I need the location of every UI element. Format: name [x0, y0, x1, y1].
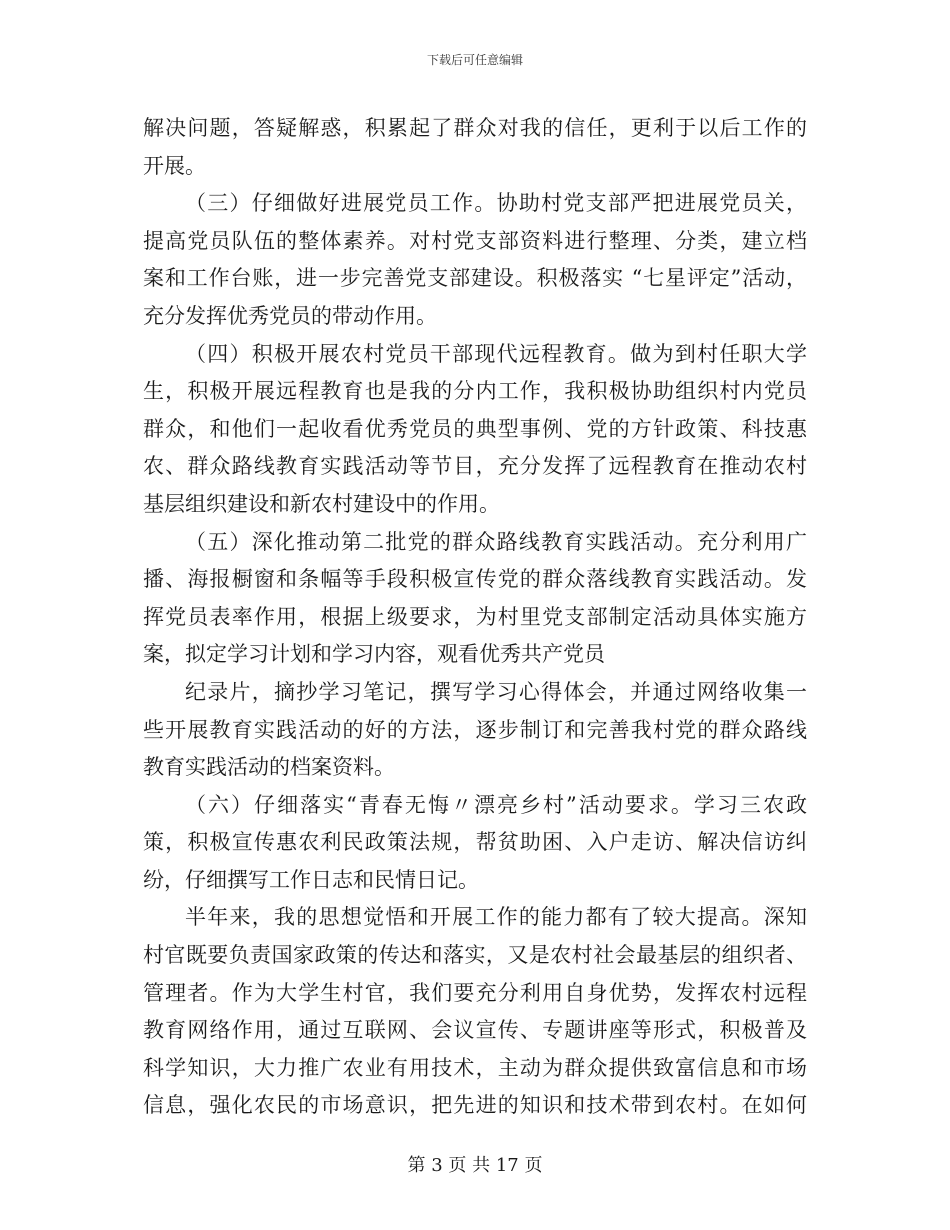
text-line: 挥党员表率作用，根据上级要求，为村里党支部制定活动具体实施方 — [143, 604, 807, 629]
text-line: 村官既要负责国家政策的传达和落实，又是农村社会最基层的组织者、 — [143, 943, 807, 968]
text-line: 开展。 — [143, 153, 206, 178]
text-line: 教育网络作用，通过互联网、会议宣传、专题讲座等形式，积极普及 — [143, 1018, 807, 1043]
text-line: 播、海报橱窗和条幅等手段积极宣传党的群众落线教育实践活动。发 — [143, 567, 807, 592]
text-line: 基层组织建设和新农村建设中的作用。 — [143, 491, 500, 516]
text-line: 教育实践活动的档案资料。 — [143, 755, 395, 780]
page-number-footer: 第 3 页 共 17 页 — [407, 1155, 543, 1176]
text-line: 管理者。作为大学生村官，我们要充分利用自身优势，发挥农村远程 — [143, 980, 807, 1005]
text-line: 信息，强化农民的市场意识，把先进的知识和技术带到农村。在如何 — [143, 1093, 807, 1118]
text-line: 提高党员队伍的整体素养。对村党支部资料进行整理、分类，建立档 — [143, 228, 807, 253]
paragraph-heading-5: （五）深化推动第二批党的群众路线教育实践活动。充分利用广 — [185, 529, 807, 554]
text-line: 充分发挥优秀党员的带动作用。 — [143, 303, 437, 328]
text-line: 群众，和他们一起收看优秀党员的典型事例、党的方针政策、科技惠 — [143, 416, 807, 441]
paragraph-heading-3: （三）仔细做好进展党员工作。协助村党支部严把进展党员关， — [185, 191, 807, 216]
text-line: 策，积极宣传惠农利民政策法规，帮贫助困、入户走访、解决信访纠 — [143, 830, 807, 855]
text-line: 解决问题，答疑解惑，积累起了群众对我的信任，更利于以后工作的 — [143, 116, 807, 140]
text-line: 科学知识，大力推广农业有用技术，主动为群众提供致富信息和市场 — [143, 1055, 807, 1080]
text-line: 纪录片，摘抄学习笔记，撰写学习心得体会，并通过网络收集一 — [185, 679, 807, 704]
text-line: 些开展教育实践活动的好的方法，逐步制订和完善我村党的群众路线 — [143, 717, 807, 742]
text-line: 案，拟定学习计划和学习内容，观看优秀共产党员 — [143, 642, 605, 667]
text-line: 农、群众路线教育实践活动等节目，充分发挥了远程教育在推动农村 — [143, 454, 807, 479]
page-header-note: 下载后可任意编辑 — [426, 53, 523, 67]
document-body — [143, 110, 807, 1125]
text-line: 案和工作台账，进一步完善党支部建设。积极落实 “七星评定”活动， — [143, 266, 807, 291]
text-line: 生，积极开展远程教育也是我的分内工作，我积极协助组织村内党员 — [143, 379, 807, 404]
text-line: 纷，仔细撰写工作日志和民情日记。 — [143, 867, 479, 892]
paragraph-heading-4: （四）积极开展农村党员干部现代远程教育。做为到村任职大学 — [185, 341, 807, 366]
paragraph-heading-6: （六）仔细落实“青春无悔〃漂亮乡村”活动要求。学习三农政 — [185, 792, 807, 817]
text-line: 半年来，我的思想觉悟和开展工作的能力都有了较大提高。深知 — [185, 905, 807, 930]
